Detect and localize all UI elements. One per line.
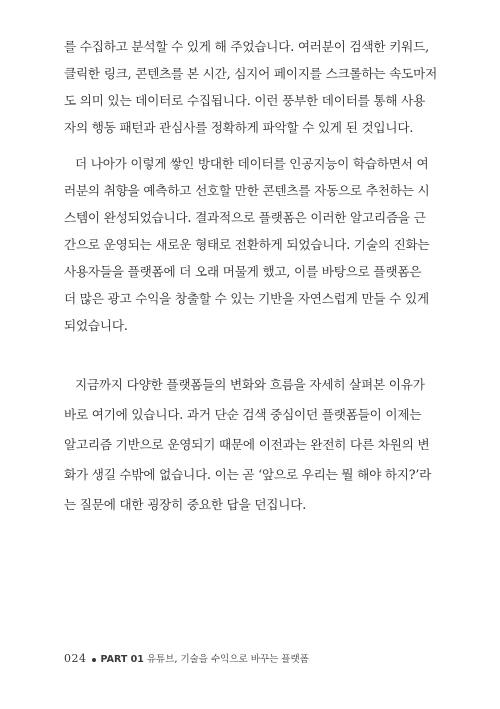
text-line: 클릭한 링크, 콘텐츠를 본 시간, 심지어 페이지를 스크롤하는 속도마저 bbox=[64, 66, 438, 81]
text-line: 스템이 완성되었습니다. 결과적으로 플랫폼은 이러한 알고리즘을 근 bbox=[64, 210, 426, 225]
text-line: 화가 생길 수밖에 없습니다. 이는 곧 ‘앞으로 우리는 뭘 해야 하지?’라 bbox=[64, 467, 432, 482]
text-line: 더 많은 광고 수익을 창출할 수 있는 기반을 자연스럽게 만들 수 있게 bbox=[64, 291, 429, 306]
part-label: PART 01 bbox=[100, 654, 144, 665]
text-line: 러분의 취향을 예측하고 선호할 만한 콘텐츠를 자동으로 추천하는 시 bbox=[64, 183, 430, 198]
text-line: 사용자들을 플랫폼에 더 오래 머물게 했고, 이를 바탕으로 플랫폼은 bbox=[64, 264, 422, 279]
page-number: 024 bbox=[64, 652, 87, 665]
page-footer bbox=[64, 651, 309, 665]
text-line: 간으로 운영되는 새로운 형태로 전환하게 되었습니다. 기술의 진화는 bbox=[64, 237, 430, 252]
text-line: 더 나아가 이렇게 쌓인 방대한 데이터를 인공지능이 학습하면서 여 bbox=[75, 156, 429, 171]
text-line: 지금까지 다양한 플랫폼들의 변화와 흐름을 자세히 살펴본 이유가 bbox=[75, 377, 425, 392]
text-line: 를 수집하고 분석할 수 있게 해 주었습니다. 여러분이 검색한 키워드, bbox=[64, 39, 429, 54]
bullet-separator bbox=[92, 658, 96, 662]
text-line: 자의 행동 패턴과 관심사를 정확하게 파악할 수 있게 된 것입니다. bbox=[64, 120, 414, 135]
text-line: 바로 여기에 있습니다. 과거 단순 검색 중심이던 플랫폼들이 이제는 bbox=[64, 407, 422, 422]
chapter-title: 유튜브, 기술을 수익으로 바꾸는 플랫폼 bbox=[146, 654, 309, 665]
text-line: 는 질문에 대한 굉장히 중요한 답을 던집니다. bbox=[64, 497, 307, 512]
text-line: 알고리즘 기반으로 운영되기 때문에 이전과는 완전히 다른 차원의 변 bbox=[64, 437, 430, 452]
text-line: 되었습니다. bbox=[64, 318, 128, 333]
text-line: 도 의미 있는 데이터로 수집됩니다. 이런 풍부한 데이터를 통해 사용 bbox=[64, 93, 426, 108]
